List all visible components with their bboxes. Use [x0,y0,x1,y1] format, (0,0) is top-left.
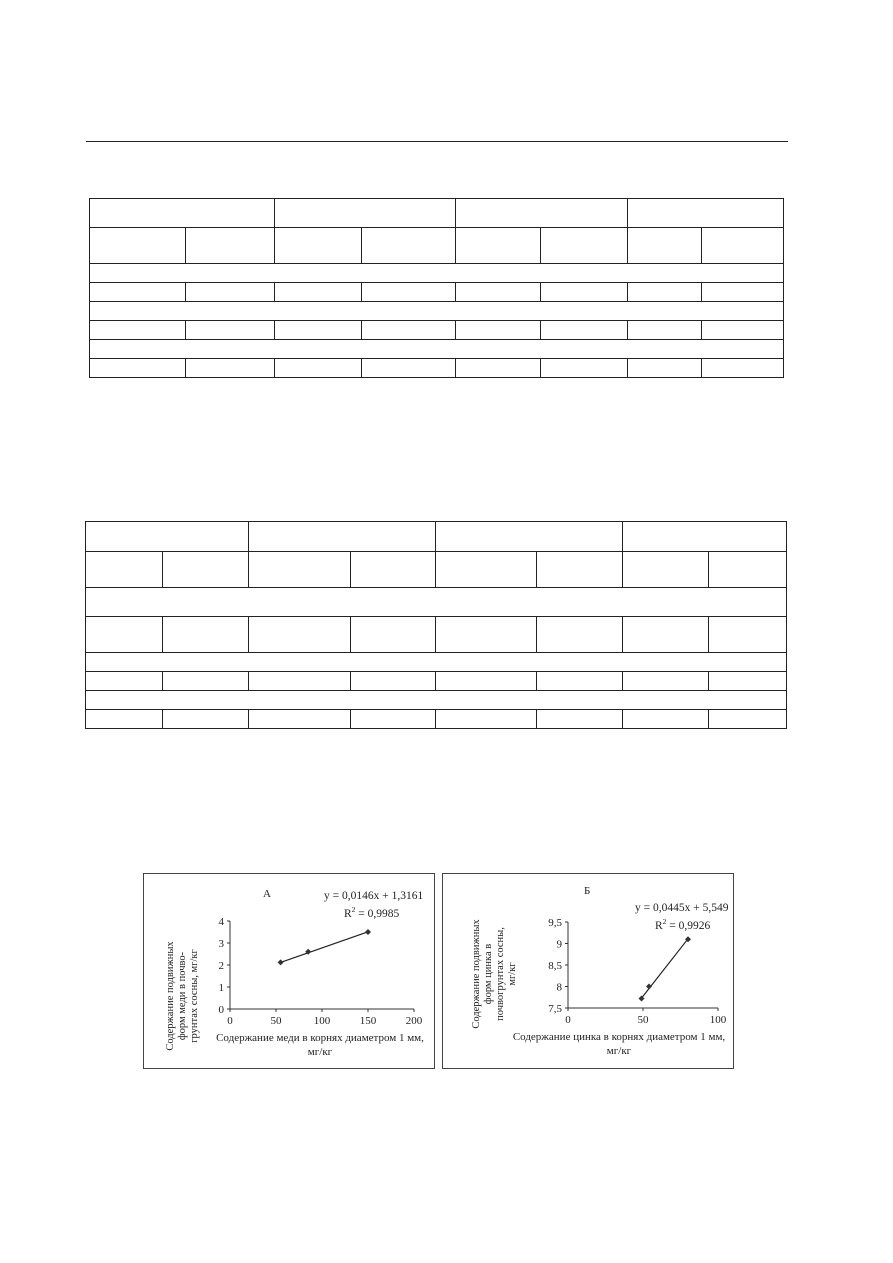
table-cell [628,321,702,340]
header-rule [86,141,788,142]
table-cell [541,321,628,340]
table-cell [249,672,351,691]
chart-b-ylabel-line: Содержание подвижных [471,919,482,1029]
y-tick-label: 3 [218,938,224,950]
y-tick-label: 0 [218,1004,224,1016]
chart-b-ylabel-line: почвогрунтах сосны, [495,927,506,1021]
table-cell [163,617,249,653]
x-tick-label: 0 [565,1014,571,1026]
chart-b-x-ticks [565,1008,727,1026]
chart-a-ylabel [165,941,200,1051]
chart-b-panel-label: Б [584,885,591,897]
chart-b-panel [442,873,734,1069]
chart-b-trendline-group [642,939,689,998]
table-section-row [90,340,784,359]
x-tick-label: 50 [270,1015,282,1027]
table-cell [86,617,163,653]
table-cell [275,359,362,378]
x-tick-label: 200 [405,1015,423,1027]
chart-b-ylabel-line: форм цинка в [483,943,494,1005]
table-cell [628,228,702,264]
table-cell [351,710,436,729]
y-tick-label: 7,5 [548,1003,562,1015]
table-cell [249,552,351,588]
table-subheader-row [86,552,787,588]
table-cell [249,617,351,653]
chart-b-r2-value: = 0,9926 [666,920,711,932]
table-row [90,359,784,378]
table-cell [362,321,456,340]
table-section-cell [90,340,784,359]
table-subheader-row [90,228,784,264]
table-row [90,321,784,340]
table-cell [436,617,537,653]
y-tick-label: 2 [218,960,224,972]
table-header-cell [275,199,456,228]
y-tick-label: 8 [556,981,562,994]
chart-a-panel [143,873,435,1069]
table-section-row [86,691,787,710]
table-cell [541,228,628,264]
chart-a-x-ticks [227,1009,423,1027]
y-tick-label: 9,5 [548,917,562,929]
table-cell [362,359,456,378]
chart-a-trendline-group [281,932,368,963]
y-tick-label: 1 [218,982,224,994]
chart-a-ylabel-line: форм меди в почво- [177,951,188,1041]
table-cell [86,710,163,729]
table-section-cell [86,653,787,672]
table-cell [702,228,784,264]
table-cell [90,283,186,302]
chart-a-y-ticks [219,916,231,1016]
table-cell [90,228,186,264]
table-cell [623,552,709,588]
table-cell [537,710,623,729]
chart-a-r2-value: = 0,9985 [355,908,400,920]
table-cell [275,228,362,264]
table-cell [436,552,537,588]
x-tick-label: 0 [227,1015,233,1027]
chart-b-equation: y = 0,0445x + 5,549 [635,902,729,914]
chart-b-xlabel-line: мг/кг [606,1045,632,1057]
table-section-row [86,588,787,617]
table-section-cell [90,302,784,321]
table-cell [702,359,784,378]
table-cell [456,321,541,340]
table-section-row [86,653,787,672]
table-cell [163,672,249,691]
trend-line [642,939,689,998]
table-cell [623,672,709,691]
table-cell [351,617,436,653]
table-cell [351,672,436,691]
table-cell [709,552,787,588]
table-header-cell [436,522,623,552]
table-cell [186,283,275,302]
chart-a-xlabel-line: Содержание меди в корнях диаметром 1 мм, [216,1032,424,1044]
table-cell [86,552,163,588]
table-cell [275,283,362,302]
y-tick-label: 4 [218,916,224,928]
y-tick-label: 8,5 [548,960,562,972]
table-cell [436,710,537,729]
chart-b-r2 [655,917,711,932]
x-tick-label: 50 [637,1014,649,1026]
table-cell [163,710,249,729]
table-cell [537,552,623,588]
table-header-row [90,199,784,228]
chart-a-xlabel-line: мг/кг [307,1046,333,1058]
table-cell [163,552,249,588]
table-header-cell [249,522,436,552]
table-cell [249,710,351,729]
table-cell [86,672,163,691]
chart-a-equation: y = 0,0146x + 1,3161 [324,890,424,902]
table-row [86,617,787,653]
table-cell [362,228,456,264]
table-cell [623,710,709,729]
table-section-cell [90,264,784,283]
table-cell [186,359,275,378]
table-cell [436,672,537,691]
table-cell [456,283,541,302]
chart-a-svg [144,874,434,1068]
data-point [646,984,652,990]
table-header-cell [456,199,628,228]
chart-b-svg [443,874,733,1068]
table-cell [628,283,702,302]
table-cell [186,228,275,264]
table-header-cell [86,522,249,552]
table-section-row [90,302,784,321]
table-cell [541,283,628,302]
y-tick-label: 9 [556,938,562,951]
data-table-2 [85,521,787,729]
table-cell [456,228,541,264]
chart-a-panel-label: А [263,888,271,900]
table-section-row [90,264,784,283]
table-cell [709,617,787,653]
chart-a-r2-prefix: R [344,908,352,920]
table-header-row [86,522,787,552]
x-tick-label: 100 [709,1014,727,1026]
table-cell [702,283,784,302]
table-cell [702,321,784,340]
table-row [86,672,787,691]
table-cell [351,552,436,588]
table-header-cell [623,522,787,552]
chart-b-ylabel [471,919,518,1029]
table-cell [628,359,702,378]
table-cell [90,321,186,340]
table-section-cell [86,691,787,710]
table-row [86,710,787,729]
table-cell [537,617,623,653]
chart-a-ylabel-line: Содержание подвижных [165,941,176,1051]
data-point [639,996,645,1002]
x-tick-label: 100 [313,1015,331,1027]
chart-b-xlabel-line: Содержание цинка в корнях диаметром 1 мм, [512,1031,726,1043]
table-cell [186,321,275,340]
chart-b-ylabel-line: мг/кг [507,962,518,986]
chart-b-r2-prefix: R [655,920,663,932]
chart-b-r2-exp: 2 [662,917,667,926]
data-point [365,929,371,935]
table-cell [709,672,787,691]
chart-b-axes [568,922,718,1008]
chart-a-ylabel-line: грунтах сосны, мг/кг [189,949,200,1043]
table-cell [709,710,787,729]
table-cell [537,672,623,691]
chart-a-r2-exp: 2 [351,905,356,914]
table-cell [541,359,628,378]
table-cell [456,359,541,378]
chart-b-y-ticks [548,917,568,1015]
x-tick-label: 150 [359,1015,377,1027]
table-cell [623,617,709,653]
table-cell [275,321,362,340]
chart-a-axes [230,921,414,1009]
trend-line [281,932,368,963]
table-cell [90,359,186,378]
table-header-cell [628,199,784,228]
table-row [90,283,784,302]
data-point [278,959,284,965]
table-cell [362,283,456,302]
chart-a-r2 [344,905,400,920]
data-table-1 [89,198,784,378]
table-header-cell [90,199,275,228]
table-section-cell [86,588,787,617]
